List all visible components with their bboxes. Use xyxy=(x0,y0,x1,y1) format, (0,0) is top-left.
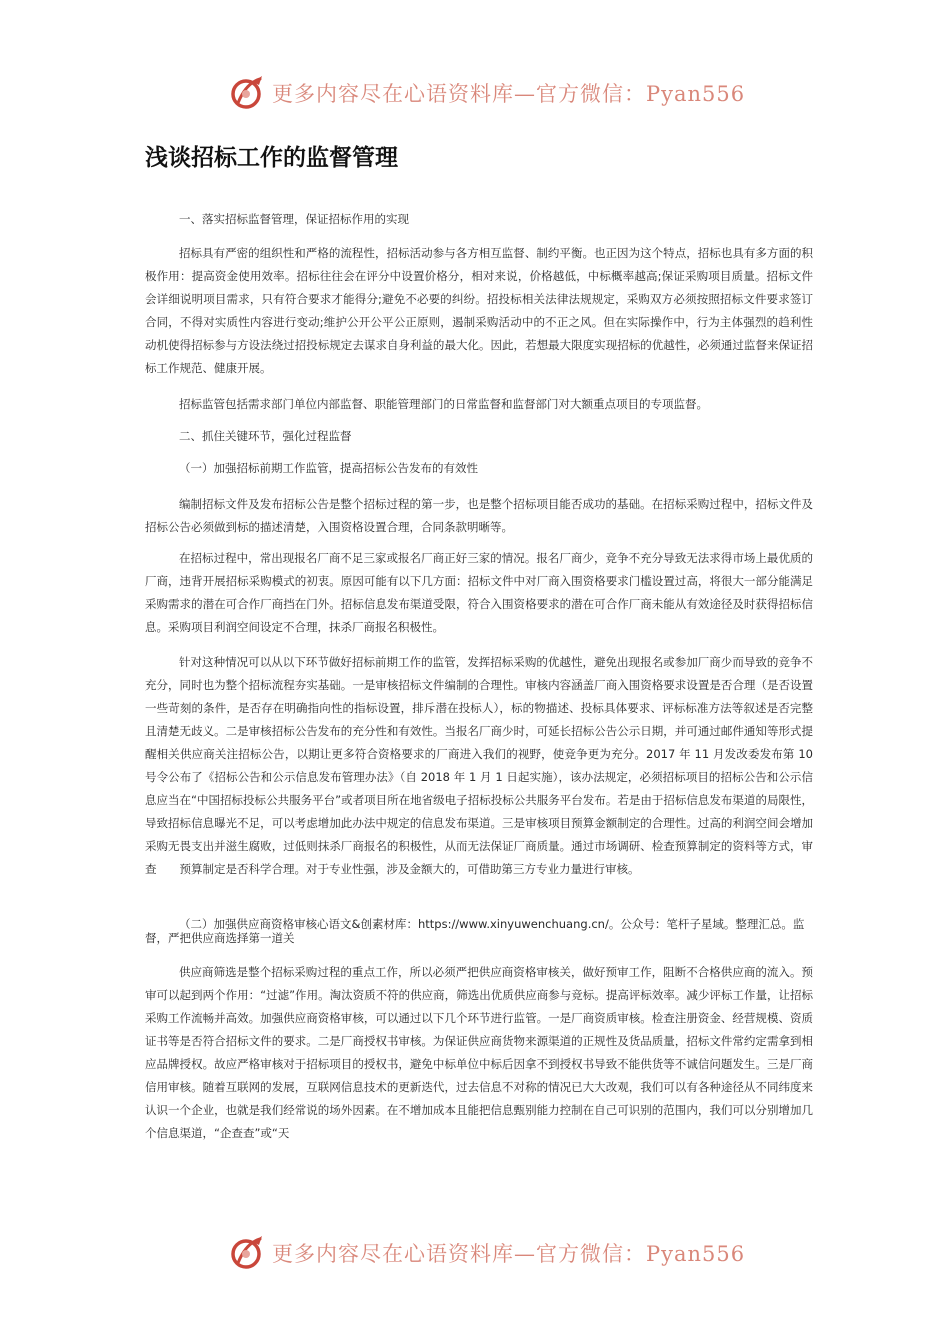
subsection-heading: （二）加强供应商资格审核心语文&创素材库：https://www.xinyuwenchuang.cn/。公众号：笔杆子星域。整理汇总。监督，严把供应商选择第一道关 xyxy=(145,917,805,945)
paragraph: 编制招标文件及发布招标公告是整个招标过程的第一步，也是整个招标项目能否成功的基础。在招标采购过程中，招标文件及招标公告必须做到标的描述清楚，入围资格设置合理，合同条款明晰等。 xyxy=(145,497,813,534)
subsection-heading: （一）加强招标前期工作监管，提高招标公告发布的有效性 xyxy=(179,461,478,475)
header-banner xyxy=(0,68,950,118)
footer-banner xyxy=(0,1228,950,1278)
brush-logo-icon xyxy=(226,1233,266,1273)
paragraph: 招标监管包括需求部门单位内部监督、职能管理部门的日常监督和监督部门对大额重点项目的专项监督。 xyxy=(179,397,708,411)
paragraph: 供应商筛选是整个招标采购过程的重点工作，所以必须严把供应商资格审核关，做好预审工作，阻断不合格供应商的流入。预审可以起到两个作用：“过滤”作用。淘汰资质不符的供应商，筛选出优质供应商参与竞标。提高评标效率。减少评标工作量，让招标采购工作流畅并高效。加强供应商资格审核，可以通过以下几个环节进行监管。一是厂商资质审核。检查注册资金、经营规模、资质证书等是否符合招标文件的要求。二是厂商授权书审核。为保证供应商货物来源渠道的正规性及货品质量，招标文件常约定需拿到相应品牌授权。故应严格审核对于招标项目的授权书，避免中标单位中标后因拿不到授权书导致不能供货等不诚信问题发生。三是厂商信用审核。随着互联网的发展，互联网信息技术的更新迭代，过去信息不对称的情况已大大改观，我们可以有各种途径从不同纬度来认识一个企业，也就是我们经常说的场外因素。在不增加成本且能把信息甄别能力控制在自己可识别的范围内，我们可以分别增加几个信息渠道，“企查查”或“天 xyxy=(145,965,813,1140)
section-1-heading: 一、落实招标监督管理，保证招标作用的实现 xyxy=(179,212,409,226)
banner-text: 更多内容尽在心语资料库—官方微信：Pyan556 xyxy=(272,1242,746,1266)
banner-text: 更多内容尽在心语资料库—官方微信：Pyan556 xyxy=(272,82,746,106)
brush-logo-icon xyxy=(226,73,266,113)
paragraph: 针对这种情况可以从以下环节做好招标前期工作的监管，发挥招标采购的优越性，避免出现报名或参加厂商少而导致的竞争不充分，同时也为整个招标流程夯实基础。一是审核招标文件编制的合理性。审核内容涵盖厂商入围资格要求设置是否合理（是否设置一些苛刻的条件，是否存在明确指向性的指标设置，排斥潜在投标人），标的物描述、投标具体要求、评标标准方法等叙述是否完整且清楚无歧义。二是审核招标公告发布的充分性和有效性。当报名厂商少时，可延长招标公告公示日期，并可通过邮件通知等形式提醒相关供应商关注招标公告，以期让更多符合资格要求的厂商进入我们的视野，使竞争更为充分。2017 年 11 月发改委发布第 10 号令公布了《招标公告和公示信息发布管理办法》（自 2018 年 1 月 1 日起实施），该办法规定，必须招标项目的招标公告和公示信息应当在“中国招标投标公共服务平台”或者项目所在地省级电子招标投标公共服务平台发布。若是由于招标信息发布渠道的局限性，导致招标信息曝光不足，可以考虑增加此办法中规定的信息发布渠道。三是审核项目预算金额制定的合理性。过高的利润空间会增加采购无畏支出并滋生腐败，过低则抹杀厂商报名的积极性，从而无法保证厂商质量。通过市场调研、检查预算制定的资料等方式，审查 预算制定是否科学合理。对于专业性强，涉及金额大的，可借助第三方专业力量进行审核。 xyxy=(145,655,813,876)
document-title: 浅谈招标工作的监督管理 xyxy=(145,145,398,171)
section-2-heading: 二、抓住关键环节，强化过程监督 xyxy=(179,429,352,443)
paragraph: 在招标过程中，常出现报名厂商不足三家或报名厂商正好三家的情况。报名厂商少，竞争不充分导致无法求得市场上最优质的厂商，违背开展招标采购模式的初衷。原因可能有以下几方面：招标文件中对厂商入围资格要求门槛设置过高，将很大一部分能满足采购需求的潜在可合作厂商挡在门外。招标信息发布渠道受限，符合入围资格要求的潜在可合作厂商未能从有效途径及时获得招标信息。采购项目利润空间设定不合理，抹杀厂商报名积极性。 xyxy=(145,551,813,634)
paragraph: 招标具有严密的组织性和严格的流程性，招标活动参与各方相互监督、制约平衡。也正因为这个特点，招标也具有多方面的积极作用：提高资金使用效率。招标往往会在评分中设置价格分，相对来说，价格越低，中标概率越高;保证采购项目质量。招标文件会详细说明项目需求，只有符合要求才能得分;避免不必要的纠纷。招投标相关法律法规规定，采购双方必须按照招标文件要求签订合同，不得对实质性内容进行变动;维护公开公平公正原则，遏制采购活动中的不正之风。但在实际操作中，行为主体强烈的趋利性动机使得招标参与方设法绕过招投标规定去谋求自身利益的最大化。因此，若想最大限度实现招标的优越性，必须通过监督来保证招标工作规范、健康开展。 xyxy=(145,246,813,375)
